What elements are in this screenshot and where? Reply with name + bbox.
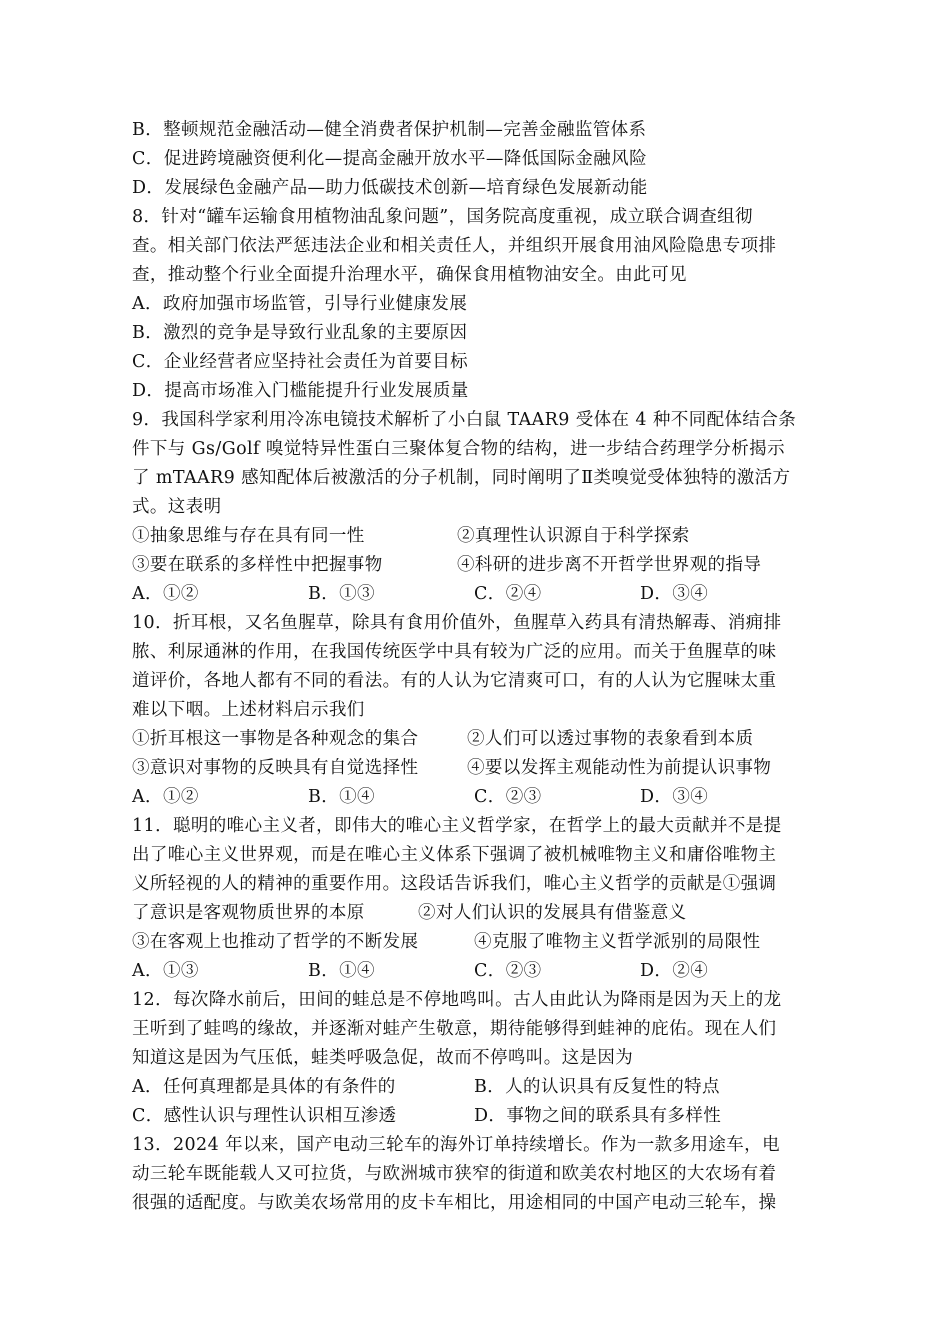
q11-stem-line: 出了唯心主义世界观，而是在唯心主义体系下强调了被机械唯物主义和庸俗唯物主 [132,845,777,865]
q10-item-4: ④要以发挥主观能动性为前提认识事物 [467,758,772,778]
q10-item-1: ①折耳根这一事物是各种观念的集合 [132,729,419,749]
q11-answer-a: A．①③ [132,961,199,981]
q10-answer-b: B．①④ [308,787,375,807]
q8-stem-line: 查，推动整个行业全面提升治理水平，确保食用植物油安全。由此可见 [132,265,687,285]
q9-answer-b: B．①③ [308,584,375,604]
q12-stem-line: 知道这是因为气压低，蛙类呼吸急促，故而不停鸣叫。这是因为 [132,1048,634,1068]
q8-stem-line: 查。相关部门依法严惩违法企业和相关责任人，并组织开展食用油风险隐患专项排 [132,236,777,256]
q10-stem-line: 道评价，各地人都有不同的看法。有的人认为它清爽可口，有的人认为它腥味太重 [132,671,777,691]
q11-answer-b: B．①④ [308,961,375,981]
q11-item-2: ②对人们认识的发展具有借鉴意义 [418,903,687,923]
q9-answer-a: A．①② [132,584,199,604]
q9-stem-line: 了 mTAAR9 感知配体后被激活的分子机制，同时阐明了Ⅱ类嗅觉受体独特的激活方 [132,468,791,488]
q12-stem-line: 12．每次降水前后，田间的蛙总是不停地鸣叫。古人由此认为降雨是因为天上的龙 [132,990,782,1010]
q11-answer-d: D．②④ [640,961,709,981]
q12-option-c: C．感性认识与理性认识相互渗透 [132,1106,397,1126]
q11-item-4: ④克服了唯物主义哲学派别的局限性 [474,932,761,952]
q11-stem-line: 11．聪明的唯心主义者，即伟大的唯心主义哲学家，在哲学上的最大贡献并不是提 [132,816,782,836]
q11-stem-line: 义所轻视的人的精神的重要作用。这段话告诉我们，唯心主义哲学的贡献是①强调 [132,874,777,894]
q10-stem-line: 难以下咽。上述材料启示我们 [132,700,365,720]
q12-stem-line: 王听到了蛙鸣的缘故，并逐渐对蛙产生敬意，期待能够得到蛙神的庇佑。现在人们 [132,1019,777,1039]
q8-option-a: A．政府加强市场监管，引导行业健康发展 [132,294,468,314]
q11-item-1-cont: 了意识是客观物质世界的本原 [132,903,365,923]
q10-item-3: ③意识对事物的反映具有自觉选择性 [132,758,419,778]
q12-option-b: B．人的认识具有反复性的特点 [474,1077,720,1097]
q10-stem-line: 10．折耳根，又名鱼腥草，除具有食用价值外，鱼腥草入药具有清热解毒、消痈排 [132,613,782,633]
q9-item-4: ④科研的进步离不开哲学世界观的指导 [457,555,762,575]
q7-option-d: D．发展绿色金融产品—助力低碳技术创新—培育绿色发展新动能 [132,178,648,198]
q13-stem-line: 13．2024 年以来，国产电动三轮车的海外订单持续增长。作为一款多用途车，电 [132,1135,780,1155]
q9-stem-line: 9．我国科学家利用冷冻电镜技术解析了小白鼠 TAAR9 受体在 4 种不同配体结合条 [132,410,797,430]
q9-item-3: ③要在联系的多样性中把握事物 [132,555,383,575]
q10-answer-d: D．③④ [640,787,709,807]
q11-item-3: ③在客观上也推动了哲学的不断发展 [132,932,419,952]
q8-option-d: D．提高市场准入门槛能提升行业发展质量 [132,381,469,401]
q9-answer-d: D．③④ [640,584,709,604]
q8-option-c: C．企业经营者应坚持社会责任为首要目标 [132,352,468,372]
q10-item-2: ②人们可以透过事物的表象看到本质 [467,729,754,749]
q9-item-2: ②真理性认识源自于科学探索 [457,526,690,546]
q12-option-d: D．事物之间的联系具有多样性 [474,1106,722,1126]
q13-stem-line: 很强的适配度。与欧美农场常用的皮卡车相比，用途相同的中国产电动三轮车，操 [132,1193,777,1213]
q13-stem-line: 动三轮车既能载人又可拉货，与欧洲城市狭窄的街道和欧美农村地区的大农场有着 [132,1164,777,1184]
q8-stem-line: 8．针对“罐车运输食用植物油乱象问题”，国务院高度重视，成立联合调查组彻 [132,207,753,227]
q7-option-b: B．整顿规范金融活动—健全消费者保护机制—完善金融监管体系 [132,120,647,140]
q12-option-a: A．任何真理都是具体的有条件的 [132,1077,396,1097]
q10-answer-a: A．①② [132,787,199,807]
q9-item-1: ①抽象思维与存在具有同一性 [132,526,365,546]
q10-answer-c: C．②③ [474,787,542,807]
q10-stem-line: 脓、利尿通淋的作用，在我国传统医学中具有较为广泛的应用。而关于鱼腥草的味 [132,642,777,662]
q9-answer-c: C．②④ [474,584,542,604]
q8-option-b: B．激烈的竞争是导致行业乱象的主要原因 [132,323,468,343]
q9-stem-line: 件下与 Gs/Golf 嗅觉特异性蛋白三聚体复合物的结构，进一步结合药理学分析揭示 [132,439,785,459]
q7-option-c: C．促进跨境融资便利化—提高金融开放水平—降低国际金融风险 [132,149,647,169]
q11-answer-c: C．②③ [474,961,542,981]
q9-stem-line: 式。这表明 [132,497,222,517]
